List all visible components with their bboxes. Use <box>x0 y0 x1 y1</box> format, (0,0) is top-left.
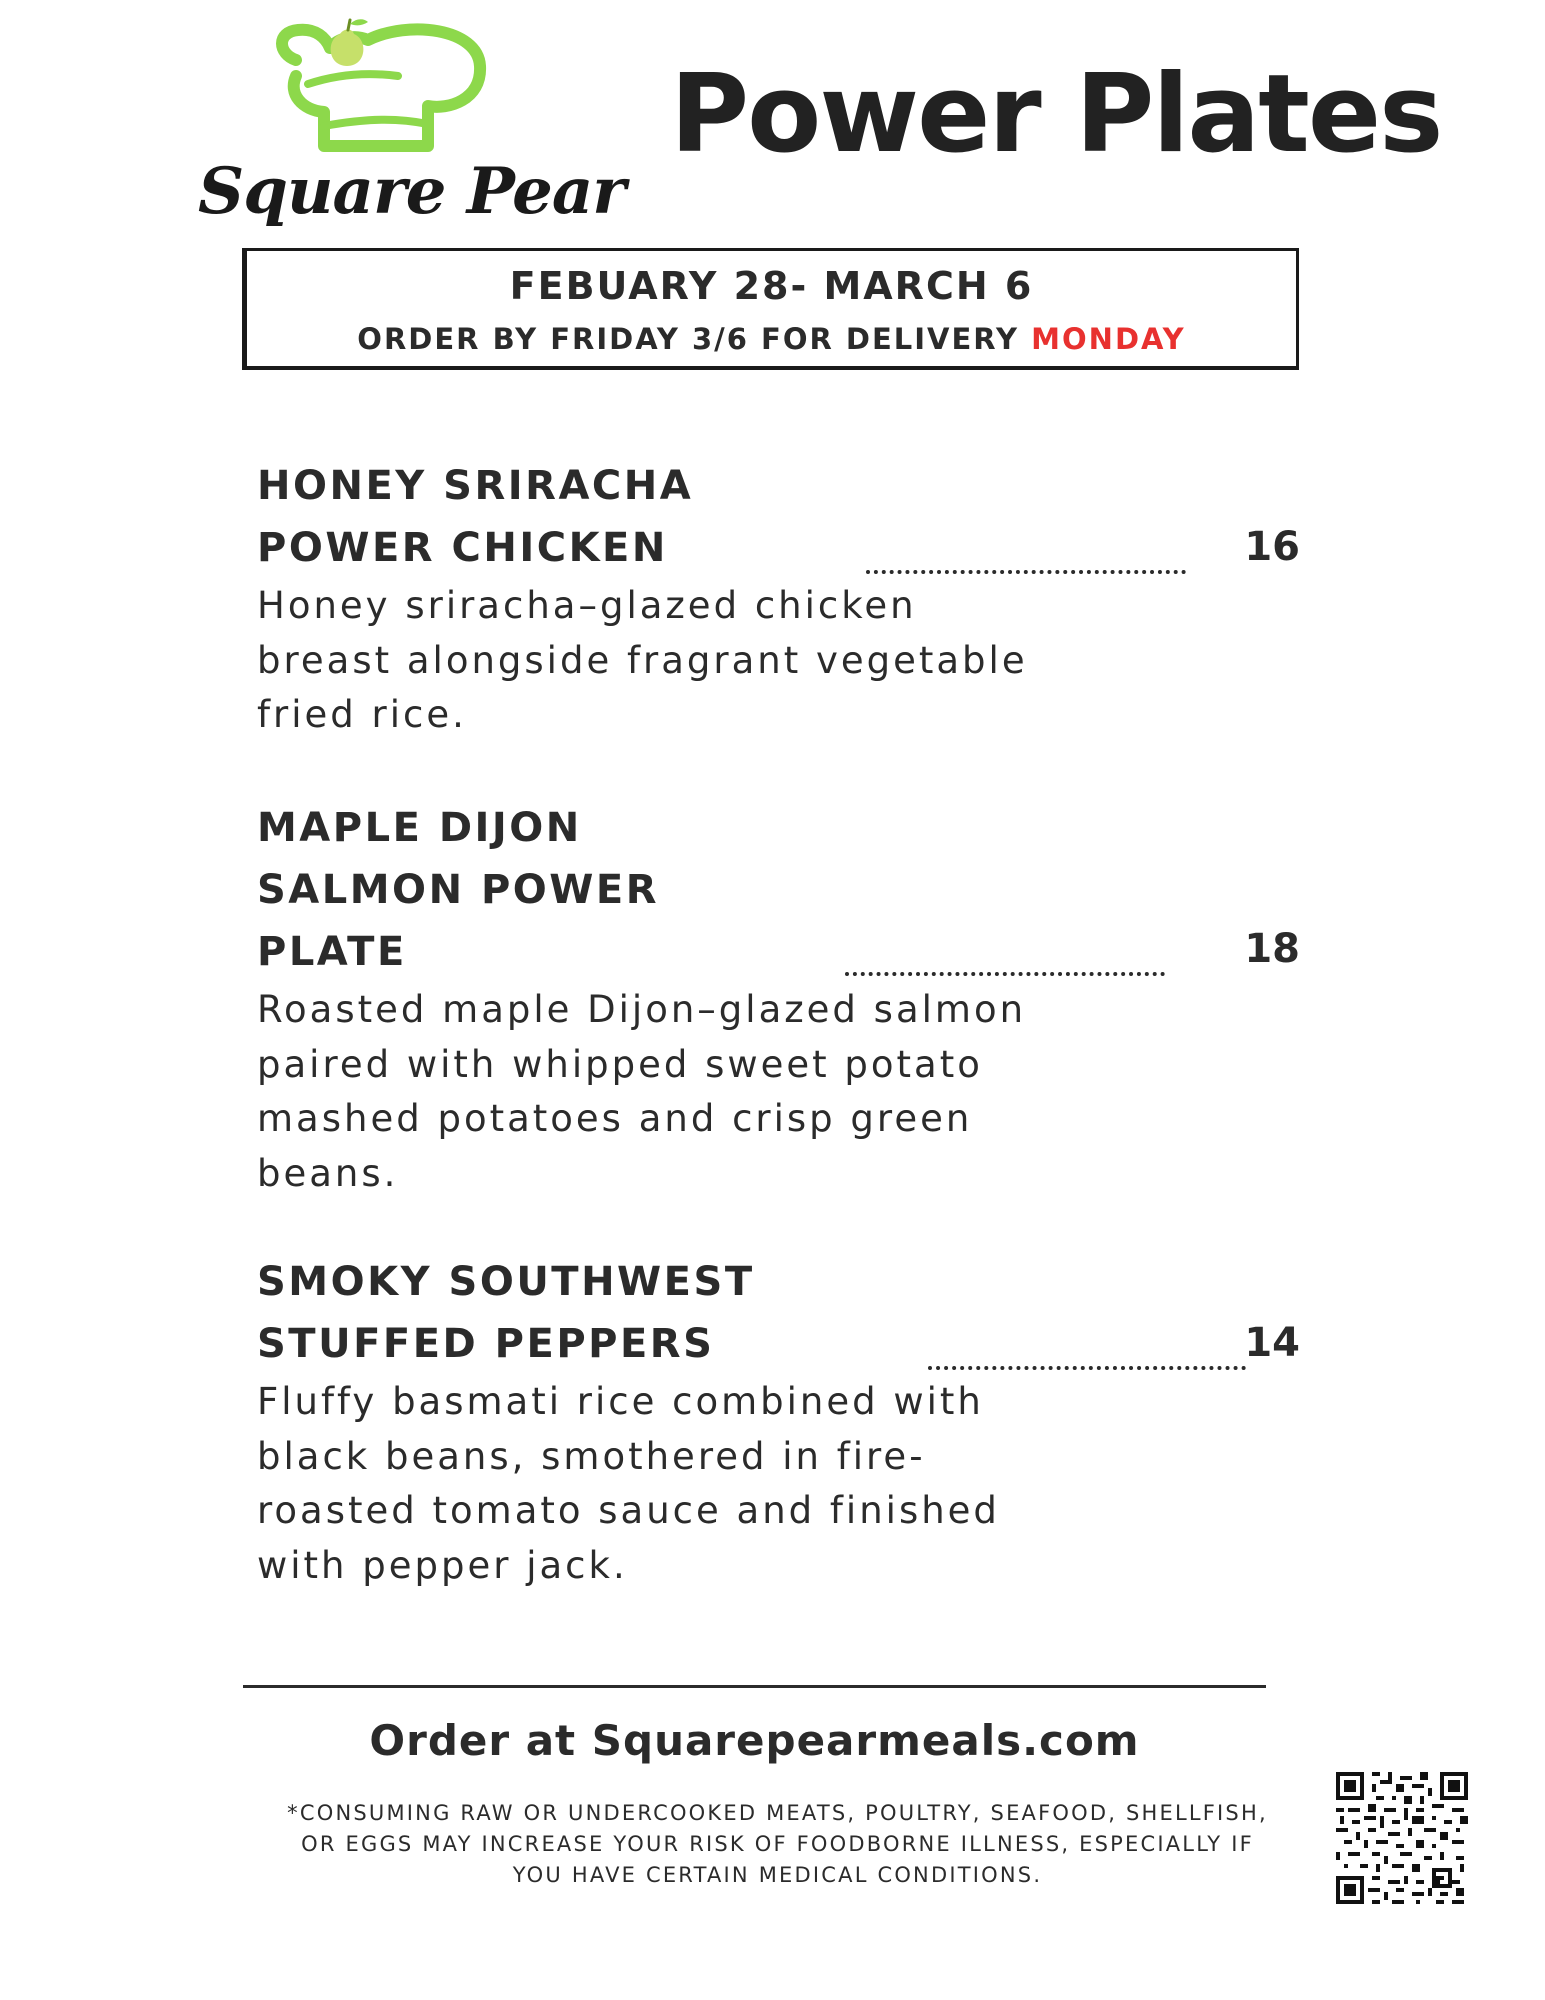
disclaimer-line: OR EGGS MAY INCREASE YOUR RISK OF FOODBORNE ILLNESS, ESPECIALLY IF <box>301 1832 1254 1856</box>
item-price: 14 <box>1244 1320 1300 1366</box>
page-title: Power Plates <box>670 52 1442 177</box>
order-website-link[interactable]: Order at Squarepearmeals.com <box>369 1716 1140 1765</box>
item-description-line: fried rice. <box>257 693 467 736</box>
item-name-line: MAPLE DIJON <box>257 805 582 851</box>
disclaimer-line: YOU HAVE CERTAIN MEDICAL CONDITIONS. <box>512 1863 1043 1887</box>
item-name-line: POWER CHICKEN <box>257 525 668 571</box>
qr-code-icon[interactable] <box>1336 1772 1468 1904</box>
menu-item <box>257 455 1028 743</box>
item-name-line: PLATE <box>257 929 407 975</box>
order-deadline-text: ORDER BY FRIDAY 3/6 FOR DELIVERY <box>357 321 1032 356</box>
menu-item <box>257 1251 1000 1593</box>
price-leader-dots <box>928 1366 1246 1370</box>
price-leader-dots <box>845 972 1165 976</box>
date-range: FEBUARY 28- MARCH 6 <box>509 264 1034 308</box>
item-description-line: Roasted maple Dijon–glazed salmon <box>257 988 1027 1031</box>
item-name-line: HONEY SRIRACHA <box>257 463 694 509</box>
item-description-line: black beans, smothered in fire- <box>257 1434 926 1478</box>
brand-name: Square Pear <box>198 154 625 229</box>
item-description-line: breast alongside fragrant vegetable <box>257 638 1028 682</box>
delivery-day: MONDAY <box>1031 321 1186 356</box>
item-name-line: SALMON POWER <box>257 867 660 913</box>
food-safety-disclaimer <box>255 1798 1300 1891</box>
chef-hat-pear-icon <box>268 14 488 164</box>
item-description-line: Fluffy basmati rice combined with <box>257 1380 984 1423</box>
order-deadline <box>247 322 1296 357</box>
item-description-line: mashed potatoes and crisp green <box>257 1097 973 1140</box>
price-leader-dots <box>866 570 1186 574</box>
item-description-line: beans. <box>257 1151 399 1195</box>
footer-divider <box>243 1685 1266 1688</box>
schedule-box <box>242 248 1299 370</box>
brand-logo <box>198 14 625 244</box>
item-price: 16 <box>1244 524 1300 570</box>
item-name-line: SMOKY SOUTHWEST <box>257 1259 755 1305</box>
item-price: 18 <box>1244 926 1300 972</box>
item-description-line: paired with whipped sweet potato <box>257 1042 983 1086</box>
item-description-line: roasted tomato sauce and finished <box>257 1489 1000 1532</box>
item-name-line: STUFFED PEPPERS <box>257 1321 715 1367</box>
disclaimer-line: *CONSUMING RAW OR UNDERCOOKED MEATS, POULTRY, SEAFOOD, SHELLFISH, <box>287 1801 1268 1825</box>
menu-item <box>257 797 1026 1201</box>
item-description-line: Honey sriracha–glazed chicken <box>257 584 917 627</box>
item-description-line: with pepper jack. <box>257 1543 628 1587</box>
